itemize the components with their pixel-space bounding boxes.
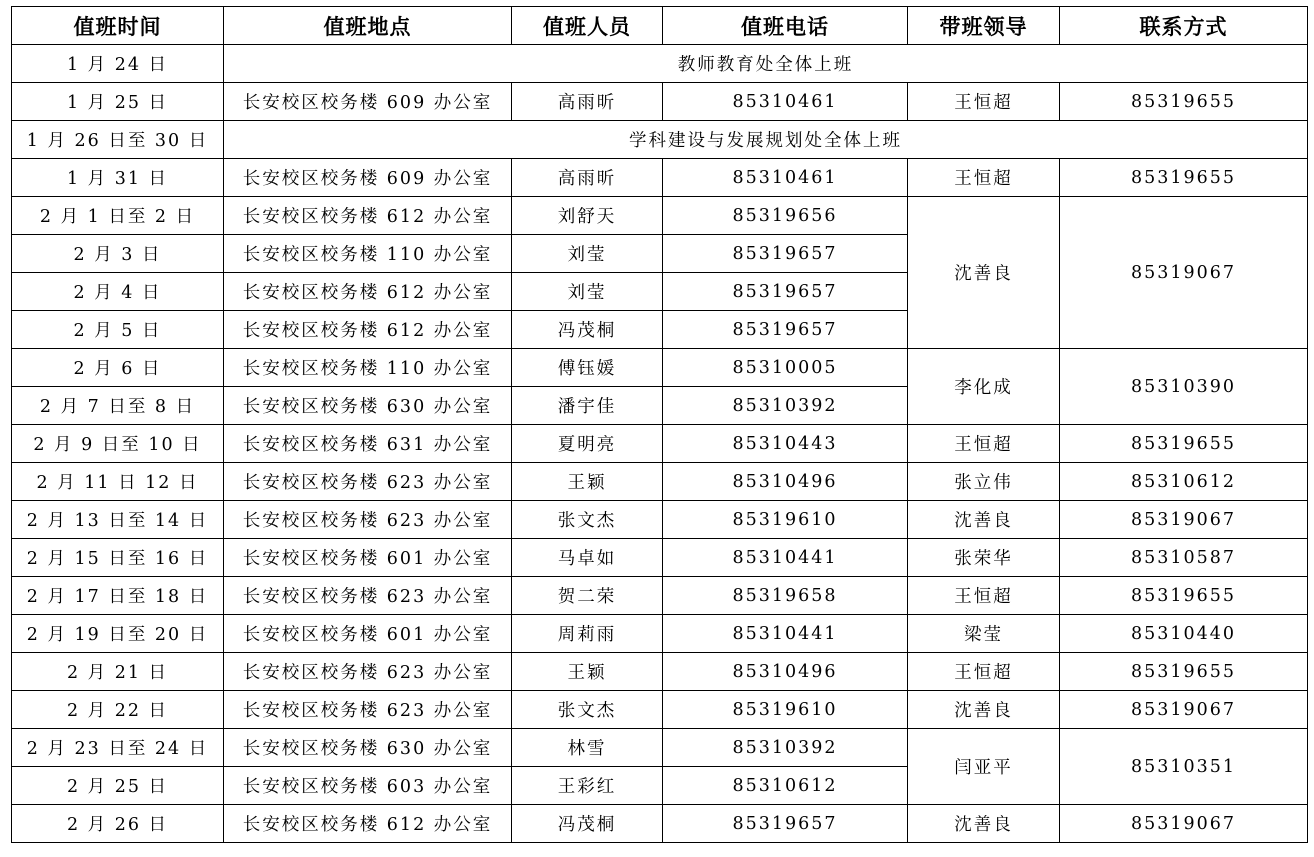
cell-staff: 冯茂桐 xyxy=(512,805,663,843)
cell-staff: 夏明亮 xyxy=(512,425,663,463)
cell-phone: 85319657 xyxy=(663,273,908,311)
cell-date: 2 月 25 日 xyxy=(12,767,224,805)
cell-phone: 85310441 xyxy=(663,615,908,653)
cell-date: 1 月 25 日 xyxy=(12,83,224,121)
cell-leader: 王恒超 xyxy=(908,425,1060,463)
cell-staff: 王颖 xyxy=(512,653,663,691)
cell-date: 2 月 9 日至 10 日 xyxy=(12,425,224,463)
cell-contact: 85319655 xyxy=(1060,83,1308,121)
cell-staff: 周莉雨 xyxy=(512,615,663,653)
cell-contact: 85319067 xyxy=(1060,805,1308,843)
table-row xyxy=(12,577,1308,615)
cell-location: 长安校区校务楼 612 办公室 xyxy=(224,805,512,843)
cell-contact: 85319067 xyxy=(1060,501,1308,539)
cell-location: 长安校区校务楼 612 办公室 xyxy=(224,311,512,349)
cell-phone: 85319657 xyxy=(663,805,908,843)
cell-location: 长安校区校务楼 609 办公室 xyxy=(224,159,512,197)
cell-staff: 张文杰 xyxy=(512,501,663,539)
table-header-row xyxy=(12,7,1308,45)
cell-phone: 85310461 xyxy=(663,159,908,197)
header-duty-phone: 值班电话 xyxy=(663,7,908,45)
table-row xyxy=(12,349,1308,387)
cell-phone: 85310496 xyxy=(663,463,908,501)
cell-date: 2 月 11 日 12 日 xyxy=(12,463,224,501)
cell-span-note: 学科建设与发展规划处全体上班 xyxy=(224,121,1308,159)
cell-phone: 85310496 xyxy=(663,653,908,691)
cell-phone: 85310612 xyxy=(663,767,908,805)
cell-contact: 85319067 xyxy=(1060,197,1308,349)
cell-leader: 王恒超 xyxy=(908,653,1060,691)
cell-location: 长安校区校务楼 110 办公室 xyxy=(224,349,512,387)
header-duty-location: 值班地点 xyxy=(224,7,512,45)
cell-phone: 85310005 xyxy=(663,349,908,387)
cell-contact: 85310612 xyxy=(1060,463,1308,501)
cell-date: 1 月 24 日 xyxy=(12,45,224,83)
cell-contact: 85319655 xyxy=(1060,159,1308,197)
cell-date: 2 月 3 日 xyxy=(12,235,224,273)
cell-staff: 王彩红 xyxy=(512,767,663,805)
cell-staff: 刘莹 xyxy=(512,235,663,273)
cell-date: 2 月 23 日至 24 日 xyxy=(12,729,224,767)
cell-staff: 刘莹 xyxy=(512,273,663,311)
cell-location: 长安校区校务楼 609 办公室 xyxy=(224,83,512,121)
cell-location: 长安校区校务楼 631 办公室 xyxy=(224,425,512,463)
cell-date: 2 月 13 日至 14 日 xyxy=(12,501,224,539)
duty-schedule-table xyxy=(11,6,1308,843)
cell-staff: 贺二荣 xyxy=(512,577,663,615)
table-row xyxy=(12,691,1308,729)
cell-leader: 王恒超 xyxy=(908,577,1060,615)
cell-staff: 马卓如 xyxy=(512,539,663,577)
cell-location: 长安校区校务楼 612 办公室 xyxy=(224,273,512,311)
cell-contact: 85319655 xyxy=(1060,425,1308,463)
cell-leader: 王恒超 xyxy=(908,159,1060,197)
cell-staff: 潘宇佳 xyxy=(512,387,663,425)
cell-phone: 85310392 xyxy=(663,387,908,425)
table-row xyxy=(12,159,1308,197)
cell-staff: 张文杰 xyxy=(512,691,663,729)
table-row xyxy=(12,121,1308,159)
cell-phone: 85319610 xyxy=(663,501,908,539)
table-row xyxy=(12,501,1308,539)
cell-date: 2 月 1 日至 2 日 xyxy=(12,197,224,235)
header-duty-time: 值班时间 xyxy=(12,7,224,45)
cell-date: 2 月 19 日至 20 日 xyxy=(12,615,224,653)
table-row xyxy=(12,83,1308,121)
header-duty-staff: 值班人员 xyxy=(512,7,663,45)
cell-phone: 85310441 xyxy=(663,539,908,577)
cell-contact: 85319655 xyxy=(1060,577,1308,615)
table-row xyxy=(12,805,1308,843)
cell-leader: 沈善良 xyxy=(908,691,1060,729)
cell-contact: 85310351 xyxy=(1060,729,1308,805)
cell-phone: 85319658 xyxy=(663,577,908,615)
cell-date: 2 月 5 日 xyxy=(12,311,224,349)
cell-location: 长安校区校务楼 601 办公室 xyxy=(224,539,512,577)
cell-phone: 85310392 xyxy=(663,729,908,767)
cell-leader: 张立伟 xyxy=(908,463,1060,501)
cell-contact: 85310440 xyxy=(1060,615,1308,653)
cell-leader: 李化成 xyxy=(908,349,1060,425)
header-leader: 带班领导 xyxy=(908,7,1060,45)
cell-leader: 沈善良 xyxy=(908,805,1060,843)
cell-location: 长安校区校务楼 623 办公室 xyxy=(224,691,512,729)
table-row xyxy=(12,729,1308,767)
cell-staff: 高雨昕 xyxy=(512,159,663,197)
cell-date: 2 月 15 日至 16 日 xyxy=(12,539,224,577)
cell-location: 长安校区校务楼 601 办公室 xyxy=(224,615,512,653)
cell-leader: 梁莹 xyxy=(908,615,1060,653)
table-row xyxy=(12,197,1308,235)
cell-leader: 沈善良 xyxy=(908,501,1060,539)
cell-leader: 沈善良 xyxy=(908,197,1060,349)
cell-location: 长安校区校务楼 623 办公室 xyxy=(224,463,512,501)
cell-phone: 85310461 xyxy=(663,83,908,121)
cell-location: 长安校区校务楼 630 办公室 xyxy=(224,729,512,767)
cell-staff: 刘舒天 xyxy=(512,197,663,235)
cell-date: 2 月 6 日 xyxy=(12,349,224,387)
cell-location: 长安校区校务楼 110 办公室 xyxy=(224,235,512,273)
cell-date: 1 月 31 日 xyxy=(12,159,224,197)
cell-date: 2 月 22 日 xyxy=(12,691,224,729)
cell-date: 1 月 26 日至 30 日 xyxy=(12,121,224,159)
duty-schedule xyxy=(11,6,1308,843)
header-contact: 联系方式 xyxy=(1060,7,1308,45)
cell-location: 长安校区校务楼 630 办公室 xyxy=(224,387,512,425)
cell-phone: 85319657 xyxy=(663,311,908,349)
cell-phone: 85319656 xyxy=(663,197,908,235)
table-row xyxy=(12,463,1308,501)
cell-phone: 85319610 xyxy=(663,691,908,729)
cell-location: 长安校区校务楼 623 办公室 xyxy=(224,653,512,691)
cell-location: 长安校区校务楼 612 办公室 xyxy=(224,197,512,235)
cell-staff: 王颖 xyxy=(512,463,663,501)
cell-staff: 冯茂桐 xyxy=(512,311,663,349)
cell-leader: 闫亚平 xyxy=(908,729,1060,805)
table-row xyxy=(12,425,1308,463)
cell-staff: 高雨昕 xyxy=(512,83,663,121)
cell-contact: 85310390 xyxy=(1060,349,1308,425)
cell-phone: 85319657 xyxy=(663,235,908,273)
cell-leader: 王恒超 xyxy=(908,83,1060,121)
cell-date: 2 月 4 日 xyxy=(12,273,224,311)
cell-date: 2 月 7 日至 8 日 xyxy=(12,387,224,425)
cell-span-note: 教师教育处全体上班 xyxy=(224,45,1308,83)
cell-date: 2 月 17 日至 18 日 xyxy=(12,577,224,615)
cell-staff: 林雪 xyxy=(512,729,663,767)
cell-contact: 85319655 xyxy=(1060,653,1308,691)
cell-contact: 85310587 xyxy=(1060,539,1308,577)
cell-staff: 傅钰媛 xyxy=(512,349,663,387)
cell-date: 2 月 21 日 xyxy=(12,653,224,691)
cell-location: 长安校区校务楼 603 办公室 xyxy=(224,767,512,805)
cell-location: 长安校区校务楼 623 办公室 xyxy=(224,577,512,615)
table-row xyxy=(12,539,1308,577)
cell-date: 2 月 26 日 xyxy=(12,805,224,843)
table-row xyxy=(12,615,1308,653)
table-row xyxy=(12,653,1308,691)
cell-contact: 85319067 xyxy=(1060,691,1308,729)
table-row xyxy=(12,45,1308,83)
cell-location: 长安校区校务楼 623 办公室 xyxy=(224,501,512,539)
cell-leader: 张荣华 xyxy=(908,539,1060,577)
cell-phone: 85310443 xyxy=(663,425,908,463)
